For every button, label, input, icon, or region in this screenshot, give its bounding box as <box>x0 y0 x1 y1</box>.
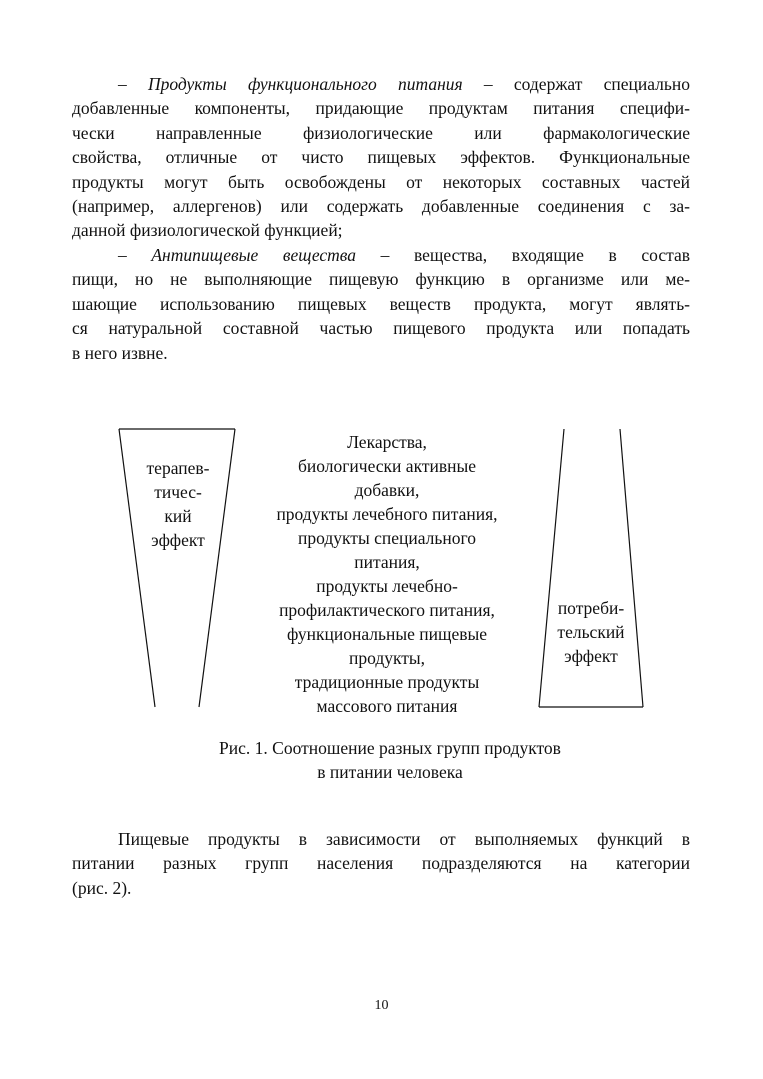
text-line: данной физиологической функцией; <box>72 220 343 241</box>
text-line: свойства, отличные от чисто пищевых эффектов. Функциональные <box>72 147 690 168</box>
text-line: пищи, но не выполняющие пищевую функцию в организме или ме- <box>72 269 690 290</box>
text-line: добавленные компоненты, придающие продуктам питания специфи- <box>72 98 690 119</box>
text-line: чески направленные физиологические или фармакологические <box>72 122 690 143</box>
text-line: продукты могут быть освобождены от некоторых составных частей <box>72 171 690 192</box>
text-line: (например, аллергенов) или содержать добавленные соединения с за- <box>72 196 690 217</box>
therapeutic-effect-label: терапев- тичес- кий эффект <box>146 458 210 550</box>
term-antinutrients: Антипищевые вещества <box>151 245 357 265</box>
text-line: шающие использованию пищевых веществ продукта, могут являть- <box>72 293 690 314</box>
term-functional-food: Продукты функционального питания <box>148 74 463 94</box>
page-number: 10 <box>374 998 389 1013</box>
text-line: питании разных групп населения подразделяются на категории <box>72 853 690 874</box>
text-line: в него извне. <box>72 342 168 363</box>
consumer-effect-label: потреби- тельский эффект <box>557 598 625 666</box>
text-line: (рис. 2). <box>72 877 132 898</box>
text-line: – Антипищевые вещества – вещества, входящие в состав <box>118 245 690 265</box>
text-line: Пищевые продукты в зависимости от выполняемых функций в <box>118 829 690 849</box>
text-line: ся натуральной составной частью пищевого продукта или попадать <box>72 318 690 339</box>
product-groups-list: Лекарства, биологически активные добавки, продукты лечебного питания, продукты специального питания, продукты лечебно- профилактического питания, функциональные пищевые продукты, традиционные продукты массового питания <box>276 432 498 716</box>
paragraph-categories <box>72 827 690 900</box>
figure-caption: Рис. 1. Соотношение разных групп продуктов в питании человека <box>219 738 561 782</box>
text-line: – Продукты функционального питания – содержат специально <box>118 74 690 94</box>
